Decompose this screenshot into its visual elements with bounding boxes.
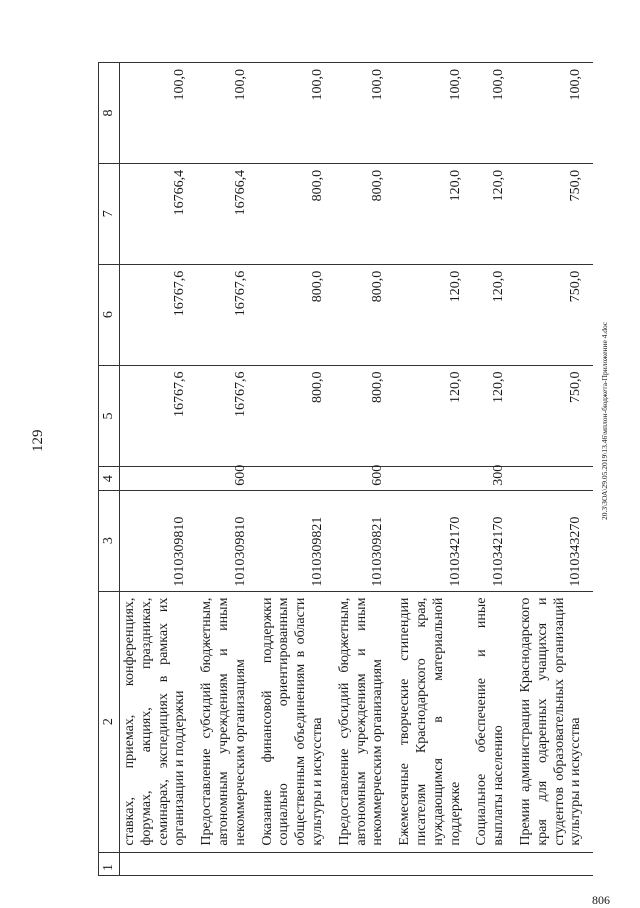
table-row — [395, 63, 472, 876]
table-row — [472, 63, 516, 876]
row-value-6: 800,0 — [258, 264, 335, 365]
row-value-7: 800,0 — [258, 163, 335, 264]
row-value-7: 750,0 — [516, 163, 593, 264]
row-value-5: 750,0 — [516, 365, 593, 467]
row-value-8: 100,0 — [395, 63, 472, 164]
table-row — [516, 63, 593, 876]
row-description: Ежемесячные творческие стипендии писателям Краснодарского края, нуждающимся в материальной поддержке — [395, 591, 472, 852]
row-value-8: 100,0 — [120, 63, 198, 164]
table-row — [120, 63, 198, 876]
row-description: Социальное обеспечение и иные выплаты населению — [472, 591, 516, 852]
page-number: 129 — [30, 429, 46, 452]
row-code: 1010342170 — [472, 490, 516, 591]
row-value-8: 100,0 — [258, 63, 335, 164]
row-value-5: 800,0 — [258, 365, 335, 467]
row-index-cell — [472, 852, 516, 875]
row-description: Оказание финансовой поддержки социально ориентированным общественным объединениям в области культуры и искусства — [258, 591, 335, 852]
row-index-cell — [335, 852, 395, 875]
header-col-7: 7 — [99, 163, 120, 264]
header-col-6: 6 — [99, 264, 120, 365]
header-col-8: 8 — [99, 63, 120, 164]
row-value-8: 100,0 — [335, 63, 395, 164]
row-type: 600 — [197, 467, 257, 490]
row-code: 1010309810 — [120, 490, 198, 591]
row-value-6: 120,0 — [395, 264, 472, 365]
row-value-6: 800,0 — [335, 264, 395, 365]
row-type — [258, 467, 335, 490]
table-row — [197, 63, 257, 876]
header-row — [99, 63, 120, 876]
row-type: 300 — [472, 467, 516, 490]
row-code: 1010343270 — [516, 490, 593, 591]
header-col-3: 3 — [99, 490, 120, 591]
header-col-2: 2 — [99, 591, 120, 852]
row-index-cell — [516, 852, 593, 875]
row-value-8: 100,0 — [472, 63, 516, 164]
row-value-7: 16766,4 — [120, 163, 198, 264]
row-index-cell — [120, 852, 198, 875]
row-type — [120, 467, 198, 490]
header-col-5: 5 — [99, 365, 120, 467]
row-type: 600 — [335, 467, 395, 490]
row-value-6: 16767,6 — [197, 264, 257, 365]
row-code: 1010309821 — [258, 490, 335, 591]
budget-table — [98, 62, 593, 876]
row-code: 1010309821 — [335, 490, 395, 591]
row-value-6: 16767,6 — [120, 264, 198, 365]
row-value-7: 16766,4 — [197, 163, 257, 264]
row-index-cell — [395, 852, 472, 875]
row-value-5: 120,0 — [472, 365, 516, 467]
footer-file-path: 20.3\ЗОА\29.05.2019\13.46\мплон-бюджета-Приложение 4.doc — [600, 321, 609, 520]
rotated-page-content — [98, 62, 582, 876]
row-value-5: 120,0 — [395, 365, 472, 467]
row-description: Предоставление субсидий бюджетным, автономным учреждениям и иным некоммерческим организациям — [335, 591, 395, 852]
header-col-1: 1 — [99, 852, 120, 875]
row-index-cell — [258, 852, 335, 875]
row-code: 1010342170 — [395, 490, 472, 591]
row-value-6: 750,0 — [516, 264, 593, 365]
row-value-6: 120,0 — [472, 264, 516, 365]
table-row — [258, 63, 335, 876]
row-value-7: 120,0 — [472, 163, 516, 264]
row-description: Предоставление субсидий бюджетным, автономным учреждениям и иным некоммерческим организациям — [197, 591, 257, 852]
row-type — [395, 467, 472, 490]
row-value-7: 800,0 — [335, 163, 395, 264]
row-value-5: 16767,6 — [120, 365, 198, 467]
row-index-cell — [197, 852, 257, 875]
row-value-7: 120,0 — [395, 163, 472, 264]
row-description: ставках, приемах, конференциях, форумах, акциях, праздниках, семинарах, экспедициях в рамках их организации и поддержки — [120, 591, 198, 852]
table-row — [335, 63, 395, 876]
row-value-8: 100,0 — [197, 63, 257, 164]
row-description: Премии администрации Краснодарского края для одаренных учащихся и студентов образовательных организаций культуры и искусства — [516, 591, 593, 852]
row-value-5: 800,0 — [335, 365, 395, 467]
corner-page-number: 806 — [592, 893, 610, 907]
header-col-4: 4 — [99, 467, 120, 490]
row-type — [516, 467, 593, 490]
row-code: 1010309810 — [197, 490, 257, 591]
row-value-5: 16767,6 — [197, 365, 257, 467]
row-value-8: 100,0 — [516, 63, 593, 164]
